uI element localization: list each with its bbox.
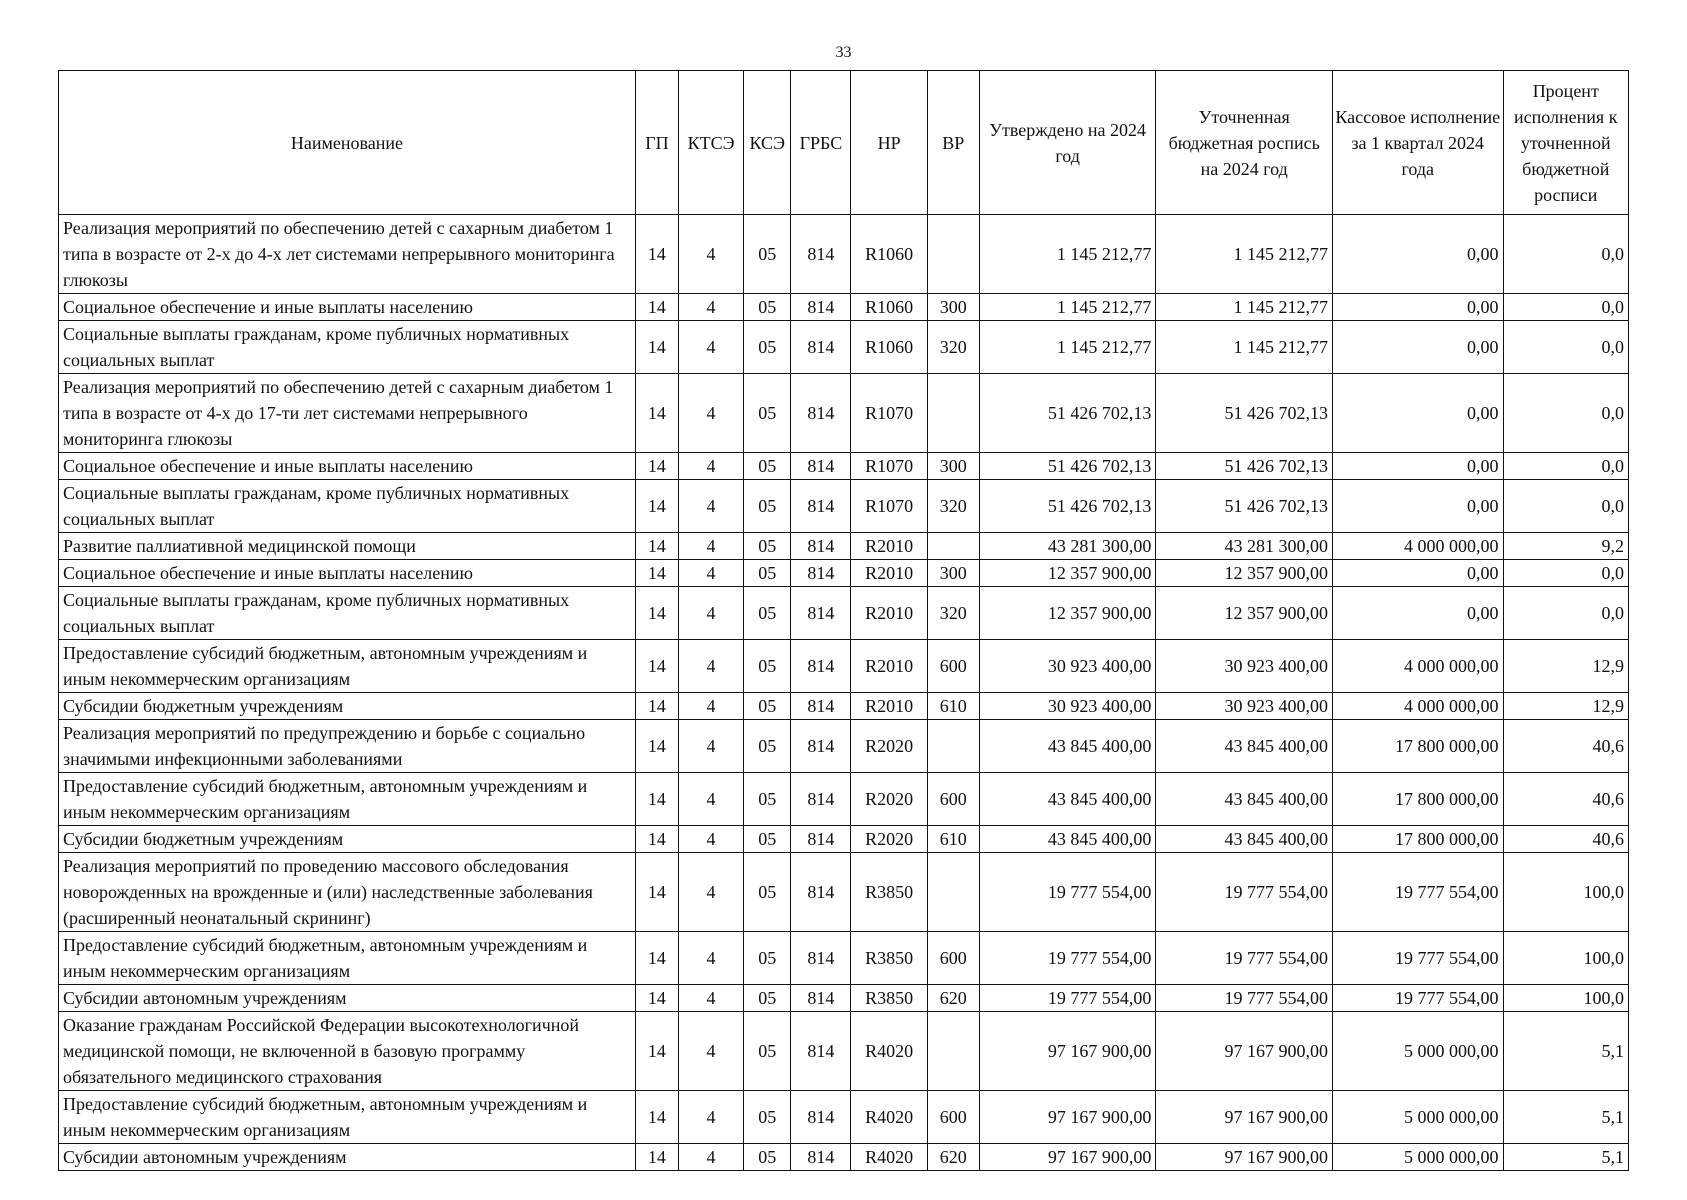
cell-nr: R1070 [851, 453, 927, 480]
table-row [59, 773, 1629, 826]
cell-percent: 100,0 [1503, 853, 1629, 932]
table-row [59, 720, 1629, 773]
cell-grbs: 814 [791, 773, 851, 826]
header-name: Наименование [59, 71, 636, 215]
cell-approved: 43 845 400,00 [979, 773, 1156, 826]
table-row [59, 533, 1629, 560]
cell-percent: 40,6 [1503, 720, 1629, 773]
header-kse: КСЭ [744, 71, 791, 215]
cell-percent: 100,0 [1503, 985, 1629, 1012]
cell-gp: 14 [635, 533, 678, 560]
cell-nr: R1060 [851, 215, 927, 294]
cell-vr: 300 [927, 453, 979, 480]
cell-percent: 12,9 [1503, 693, 1629, 720]
cell-ktse: 4 [678, 560, 743, 587]
cell-ktse: 4 [678, 853, 743, 932]
cell-gp: 14 [635, 932, 678, 985]
table-row [59, 932, 1629, 985]
cell-ktse: 4 [678, 215, 743, 294]
table-row [59, 321, 1629, 374]
cell-vr [927, 215, 979, 294]
cell-cash: 0,00 [1332, 480, 1503, 533]
cell-approved: 97 167 900,00 [979, 1144, 1156, 1171]
cell-grbs: 814 [791, 533, 851, 560]
cell-gp: 14 [635, 640, 678, 693]
cell-nr: R1060 [851, 294, 927, 321]
cell-kse: 05 [744, 693, 791, 720]
cell-refined: 43 845 400,00 [1156, 826, 1333, 853]
cell-grbs: 814 [791, 374, 851, 453]
cell-ktse: 4 [678, 1144, 743, 1171]
table-row [59, 640, 1629, 693]
cell-name: Реализация мероприятий по проведению массового обследования новорожденных на врожденные и (или) наследственные заболевания (расширенный неонатальный скрининг) [59, 853, 636, 932]
cell-percent: 0,0 [1503, 321, 1629, 374]
cell-approved: 43 281 300,00 [979, 533, 1156, 560]
cell-refined: 19 777 554,00 [1156, 932, 1333, 985]
cell-grbs: 814 [791, 720, 851, 773]
cell-ktse: 4 [678, 932, 743, 985]
cell-name: Предоставление субсидий бюджетным, автономным учреждениям и иным некоммерческим организациям [59, 640, 636, 693]
cell-name: Социальные выплаты гражданам, кроме публичных нормативных социальных выплат [59, 587, 636, 640]
cell-grbs: 814 [791, 321, 851, 374]
header-approved: Утверждено на 2024 год [979, 71, 1156, 215]
cell-kse: 05 [744, 853, 791, 932]
cell-vr [927, 533, 979, 560]
cell-approved: 97 167 900,00 [979, 1012, 1156, 1091]
cell-kse: 05 [744, 480, 791, 533]
cell-refined: 12 357 900,00 [1156, 560, 1333, 587]
cell-nr: R2010 [851, 533, 927, 560]
cell-percent: 9,2 [1503, 533, 1629, 560]
cell-cash: 0,00 [1332, 294, 1503, 321]
cell-vr: 600 [927, 773, 979, 826]
cell-grbs: 814 [791, 826, 851, 853]
cell-vr: 620 [927, 1144, 979, 1171]
header-grbs: ГРБС [791, 71, 851, 215]
cell-approved: 19 777 554,00 [979, 932, 1156, 985]
cell-refined: 51 426 702,13 [1156, 480, 1333, 533]
cell-approved: 1 145 212,77 [979, 215, 1156, 294]
cell-approved: 43 845 400,00 [979, 826, 1156, 853]
cell-vr [927, 374, 979, 453]
cell-ktse: 4 [678, 826, 743, 853]
cell-nr: R2010 [851, 693, 927, 720]
cell-percent: 0,0 [1503, 215, 1629, 294]
cell-grbs: 814 [791, 985, 851, 1012]
cell-name: Социальное обеспечение и иные выплаты населению [59, 560, 636, 587]
cell-name: Субсидии автономным учреждениям [59, 1144, 636, 1171]
cell-ktse: 4 [678, 720, 743, 773]
cell-gp: 14 [635, 215, 678, 294]
cell-ktse: 4 [678, 773, 743, 826]
cell-approved: 51 426 702,13 [979, 453, 1156, 480]
cell-nr: R4020 [851, 1144, 927, 1171]
cell-name: Субсидии бюджетным учреждениям [59, 826, 636, 853]
cell-ktse: 4 [678, 1091, 743, 1144]
cell-gp: 14 [635, 374, 678, 453]
cell-gp: 14 [635, 453, 678, 480]
cell-cash: 4 000 000,00 [1332, 640, 1503, 693]
header-refined: Уточненная бюджетная роспись на 2024 год [1156, 71, 1333, 215]
cell-name: Субсидии автономным учреждениям [59, 985, 636, 1012]
cell-ktse: 4 [678, 587, 743, 640]
cell-gp: 14 [635, 560, 678, 587]
cell-percent: 12,9 [1503, 640, 1629, 693]
cell-gp: 14 [635, 1091, 678, 1144]
cell-gp: 14 [635, 480, 678, 533]
cell-ktse: 4 [678, 1012, 743, 1091]
header-cash: Кассовое исполнение за 1 квартал 2024 года [1332, 71, 1503, 215]
cell-gp: 14 [635, 321, 678, 374]
cell-grbs: 814 [791, 453, 851, 480]
cell-refined: 30 923 400,00 [1156, 693, 1333, 720]
cell-vr: 610 [927, 826, 979, 853]
cell-name: Развитие паллиативной медицинской помощи [59, 533, 636, 560]
page-number: 33 [835, 44, 852, 61]
cell-vr: 300 [927, 294, 979, 321]
cell-vr: 600 [927, 1091, 979, 1144]
cell-gp: 14 [635, 773, 678, 826]
table-row [59, 374, 1629, 453]
cell-ktse: 4 [678, 640, 743, 693]
cell-nr: R3850 [851, 932, 927, 985]
table-row [59, 853, 1629, 932]
cell-approved: 30 923 400,00 [979, 640, 1156, 693]
cell-percent: 5,1 [1503, 1012, 1629, 1091]
cell-cash: 0,00 [1332, 453, 1503, 480]
cell-name: Социальные выплаты гражданам, кроме публичных нормативных социальных выплат [59, 321, 636, 374]
cell-cash: 4 000 000,00 [1332, 533, 1503, 560]
cell-cash: 4 000 000,00 [1332, 693, 1503, 720]
cell-kse: 05 [744, 720, 791, 773]
cell-vr: 320 [927, 321, 979, 374]
cell-kse: 05 [744, 773, 791, 826]
budget-table [58, 70, 1629, 1171]
cell-nr: R4020 [851, 1012, 927, 1091]
cell-nr: R2020 [851, 720, 927, 773]
cell-gp: 14 [635, 1144, 678, 1171]
table-row [59, 587, 1629, 640]
cell-nr: R1070 [851, 374, 927, 453]
cell-grbs: 814 [791, 215, 851, 294]
cell-nr: R2020 [851, 826, 927, 853]
cell-cash: 0,00 [1332, 587, 1503, 640]
table-row [59, 826, 1629, 853]
cell-approved: 19 777 554,00 [979, 853, 1156, 932]
cell-cash: 17 800 000,00 [1332, 826, 1503, 853]
header-nr: НР [851, 71, 927, 215]
cell-refined: 1 145 212,77 [1156, 321, 1333, 374]
cell-cash: 19 777 554,00 [1332, 932, 1503, 985]
cell-name: Предоставление субсидий бюджетным, автономным учреждениям и иным некоммерческим организациям [59, 932, 636, 985]
cell-cash: 5 000 000,00 [1332, 1012, 1503, 1091]
cell-refined: 51 426 702,13 [1156, 453, 1333, 480]
cell-refined: 97 167 900,00 [1156, 1012, 1333, 1091]
cell-name: Субсидии бюджетным учреждениям [59, 693, 636, 720]
cell-cash: 5 000 000,00 [1332, 1144, 1503, 1171]
cell-percent: 0,0 [1503, 374, 1629, 453]
cell-grbs: 814 [791, 1012, 851, 1091]
cell-kse: 05 [744, 1012, 791, 1091]
cell-ktse: 4 [678, 321, 743, 374]
cell-gp: 14 [635, 693, 678, 720]
cell-kse: 05 [744, 1091, 791, 1144]
table-row [59, 1012, 1629, 1091]
header-vr: ВР [927, 71, 979, 215]
cell-kse: 05 [744, 985, 791, 1012]
table-row [59, 693, 1629, 720]
cell-vr [927, 853, 979, 932]
cell-name: Реализация мероприятий по обеспечению детей с сахарным диабетом 1 типа в возрасте от 4-х до 17-ти лет системами непрерывного мониторинга глюкозы [59, 374, 636, 453]
cell-kse: 05 [744, 560, 791, 587]
cell-percent: 0,0 [1503, 560, 1629, 587]
cell-name: Реализация мероприятий по обеспечению детей с сахарным диабетом 1 типа в возрасте от 2-х до 4-х лет системами непрерывного мониторинга глюкозы [59, 215, 636, 294]
cell-gp: 14 [635, 720, 678, 773]
cell-gp: 14 [635, 985, 678, 1012]
cell-refined: 30 923 400,00 [1156, 640, 1333, 693]
cell-ktse: 4 [678, 533, 743, 560]
table-row [59, 1091, 1629, 1144]
cell-ktse: 4 [678, 294, 743, 321]
cell-vr: 600 [927, 640, 979, 693]
cell-refined: 19 777 554,00 [1156, 853, 1333, 932]
cell-refined: 97 167 900,00 [1156, 1091, 1333, 1144]
cell-name: Оказание гражданам Российской Федерации высокотехнологичной медицинской помощи, не включенной в базовую программу обязательного медицинского страхования [59, 1012, 636, 1091]
cell-vr: 300 [927, 560, 979, 587]
cell-vr: 320 [927, 480, 979, 533]
cell-cash: 0,00 [1332, 321, 1503, 374]
cell-approved: 43 845 400,00 [979, 720, 1156, 773]
cell-percent: 0,0 [1503, 294, 1629, 321]
cell-gp: 14 [635, 826, 678, 853]
table-row [59, 1144, 1629, 1171]
cell-kse: 05 [744, 640, 791, 693]
cell-grbs: 814 [791, 932, 851, 985]
cell-approved: 97 167 900,00 [979, 1091, 1156, 1144]
cell-approved: 51 426 702,13 [979, 374, 1156, 453]
cell-kse: 05 [744, 1144, 791, 1171]
cell-nr: R1060 [851, 321, 927, 374]
cell-kse: 05 [744, 215, 791, 294]
cell-name: Социальное обеспечение и иные выплаты населению [59, 453, 636, 480]
cell-vr: 620 [927, 985, 979, 1012]
header-percent: Процент исполнения к уточненной бюджетной росписи [1503, 71, 1629, 215]
cell-nr: R2010 [851, 587, 927, 640]
cell-refined: 97 167 900,00 [1156, 1144, 1333, 1171]
cell-grbs: 814 [791, 294, 851, 321]
cell-approved: 51 426 702,13 [979, 480, 1156, 533]
cell-refined: 1 145 212,77 [1156, 294, 1333, 321]
cell-grbs: 814 [791, 560, 851, 587]
cell-gp: 14 [635, 587, 678, 640]
cell-name: Социальное обеспечение и иные выплаты населению [59, 294, 636, 321]
cell-nr: R3850 [851, 985, 927, 1012]
cell-cash: 17 800 000,00 [1332, 720, 1503, 773]
cell-nr: R2010 [851, 640, 927, 693]
cell-refined: 43 845 400,00 [1156, 773, 1333, 826]
cell-vr [927, 1012, 979, 1091]
cell-kse: 05 [744, 294, 791, 321]
cell-ktse: 4 [678, 453, 743, 480]
cell-refined: 43 281 300,00 [1156, 533, 1333, 560]
header-row [59, 71, 1629, 215]
cell-approved: 12 357 900,00 [979, 560, 1156, 587]
cell-ktse: 4 [678, 480, 743, 533]
cell-gp: 14 [635, 294, 678, 321]
cell-vr: 320 [927, 587, 979, 640]
cell-percent: 40,6 [1503, 826, 1629, 853]
cell-name: Реализация мероприятий по предупреждению и борьбе с социально значимыми инфекционными заболеваниями [59, 720, 636, 773]
cell-approved: 30 923 400,00 [979, 693, 1156, 720]
table-row [59, 560, 1629, 587]
cell-nr: R3850 [851, 853, 927, 932]
cell-kse: 05 [744, 587, 791, 640]
cell-approved: 1 145 212,77 [979, 321, 1156, 374]
table-row [59, 985, 1629, 1012]
cell-kse: 05 [744, 826, 791, 853]
cell-refined: 19 777 554,00 [1156, 985, 1333, 1012]
cell-nr: R1070 [851, 480, 927, 533]
cell-name: Предоставление субсидий бюджетным, автономным учреждениям и иным некоммерческим организациям [59, 773, 636, 826]
table-row [59, 215, 1629, 294]
cell-kse: 05 [744, 453, 791, 480]
cell-percent: 0,0 [1503, 587, 1629, 640]
cell-ktse: 4 [678, 985, 743, 1012]
cell-cash: 17 800 000,00 [1332, 773, 1503, 826]
table-row [59, 294, 1629, 321]
cell-grbs: 814 [791, 853, 851, 932]
table-body [59, 215, 1629, 1171]
cell-ktse: 4 [678, 693, 743, 720]
cell-ktse: 4 [678, 374, 743, 453]
cell-percent: 0,0 [1503, 453, 1629, 480]
cell-grbs: 814 [791, 587, 851, 640]
cell-cash: 0,00 [1332, 374, 1503, 453]
cell-cash: 5 000 000,00 [1332, 1091, 1503, 1144]
cell-grbs: 814 [791, 480, 851, 533]
cell-vr: 610 [927, 693, 979, 720]
cell-refined: 1 145 212,77 [1156, 215, 1333, 294]
cell-name: Предоставление субсидий бюджетным, автономным учреждениям и иным некоммерческим организациям [59, 1091, 636, 1144]
table-row [59, 453, 1629, 480]
cell-refined: 12 357 900,00 [1156, 587, 1333, 640]
cell-grbs: 814 [791, 1091, 851, 1144]
cell-percent: 5,1 [1503, 1091, 1629, 1144]
cell-nr: R4020 [851, 1091, 927, 1144]
cell-percent: 0,0 [1503, 480, 1629, 533]
cell-refined: 43 845 400,00 [1156, 720, 1333, 773]
cell-grbs: 814 [791, 693, 851, 720]
cell-kse: 05 [744, 374, 791, 453]
cell-vr [927, 720, 979, 773]
cell-approved: 19 777 554,00 [979, 985, 1156, 1012]
cell-grbs: 814 [791, 640, 851, 693]
header-ktse: КТСЭ [678, 71, 743, 215]
cell-name: Социальные выплаты гражданам, кроме публичных нормативных социальных выплат [59, 480, 636, 533]
cell-cash: 19 777 554,00 [1332, 853, 1503, 932]
cell-cash: 19 777 554,00 [1332, 985, 1503, 1012]
cell-percent: 40,6 [1503, 773, 1629, 826]
cell-nr: R2020 [851, 773, 927, 826]
cell-percent: 5,1 [1503, 1144, 1629, 1171]
header-gp: ГП [635, 71, 678, 215]
cell-vr: 600 [927, 932, 979, 985]
cell-approved: 12 357 900,00 [979, 587, 1156, 640]
cell-kse: 05 [744, 932, 791, 985]
cell-nr: R2010 [851, 560, 927, 587]
cell-kse: 05 [744, 533, 791, 560]
cell-kse: 05 [744, 321, 791, 374]
cell-refined: 51 426 702,13 [1156, 374, 1333, 453]
cell-percent: 100,0 [1503, 932, 1629, 985]
cell-cash: 0,00 [1332, 215, 1503, 294]
cell-gp: 14 [635, 853, 678, 932]
table-row [59, 480, 1629, 533]
cell-approved: 1 145 212,77 [979, 294, 1156, 321]
cell-cash: 0,00 [1332, 560, 1503, 587]
cell-grbs: 814 [791, 1144, 851, 1171]
cell-gp: 14 [635, 1012, 678, 1091]
